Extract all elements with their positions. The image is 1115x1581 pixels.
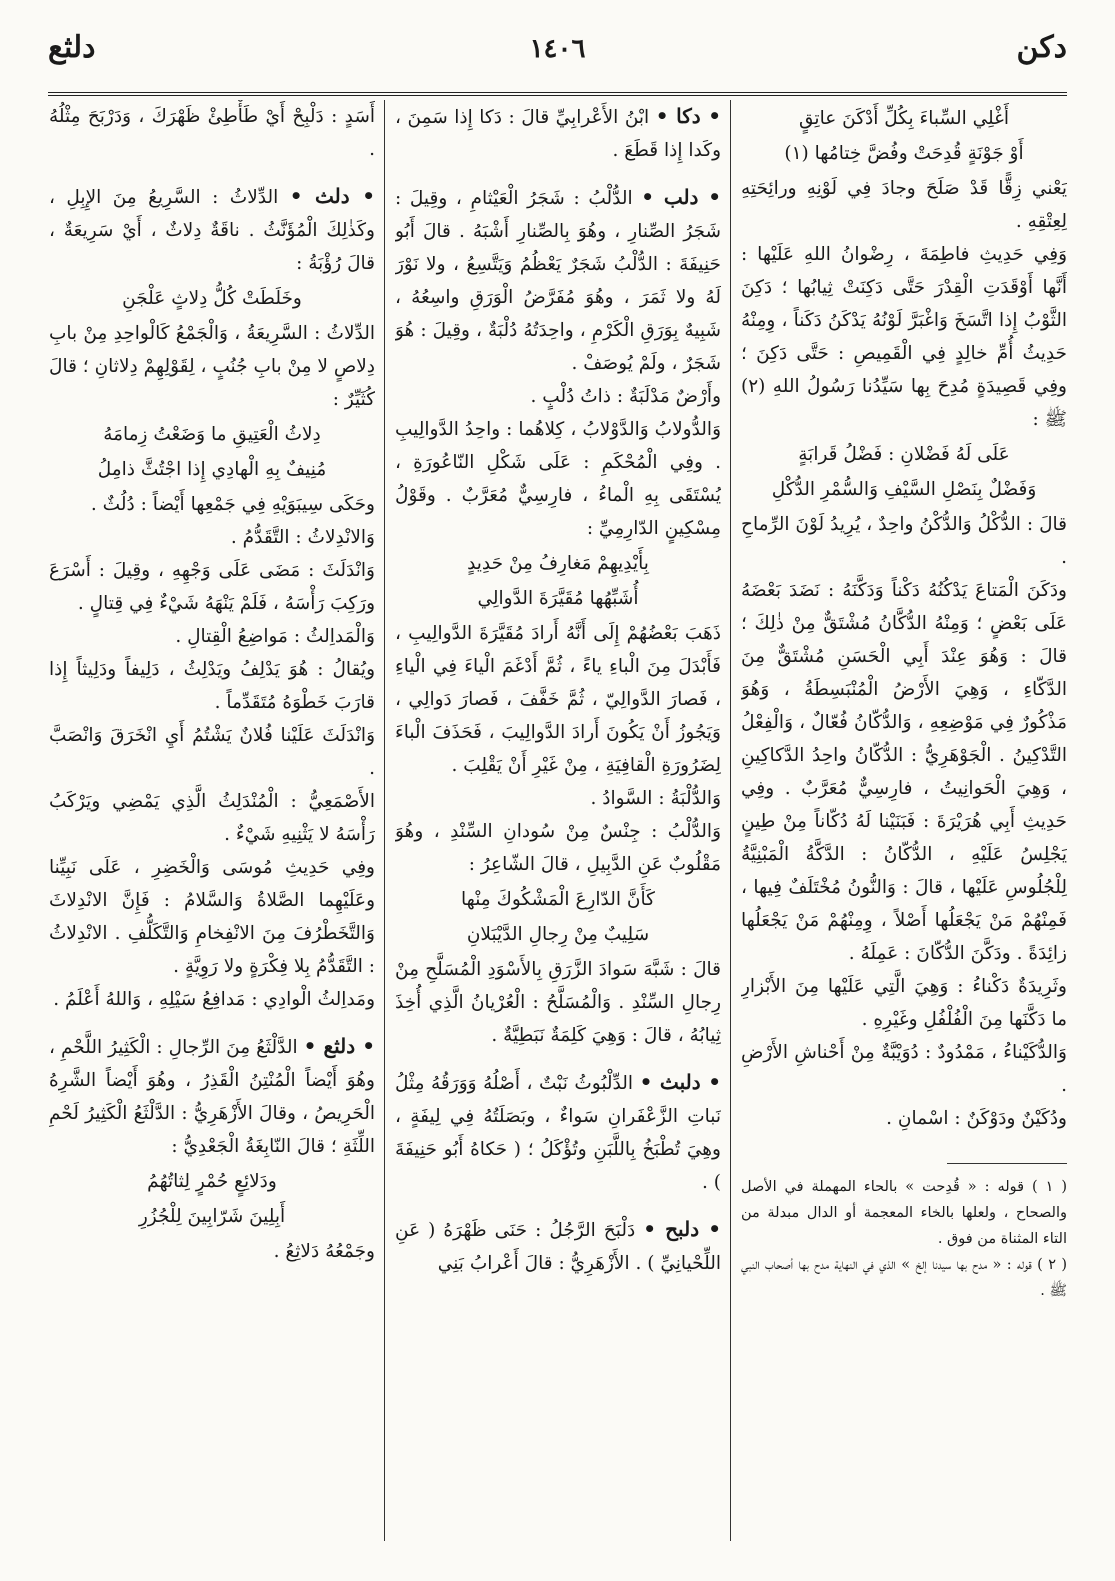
- dictionary-entry: [395, 181, 721, 380]
- column-left: [49, 100, 375, 1541]
- column-right: [741, 100, 1067, 1541]
- text-paragraph: وَالدُّكَيْناءُ ، مَمْدُودٌ : دُوَيْبَّةٌ مِنْ أَحْناشِ الأَرْضِ .: [741, 1042, 1067, 1096]
- verse-line: أَبِلِينَ شَرّابِينَ لِلْجُزُرِ: [138, 1206, 286, 1227]
- verse-line: سَلِيبٌ مِنْ رِجالِ الدَّيْبَلانِ: [466, 924, 650, 945]
- text-paragraph: الدِّلاثُ : السَّرِيعَةُ ، وَالْجَمْعُ كَالْواحِدِ مِنْ بابِ دِلاصٍ لا مِنْ بابِ جُنُبٍ ، لِقَوْلِهِمْ دِلاثانِ ؛ قالَ كُثَيِّرٌ :: [49, 323, 375, 410]
- text-paragraph: وَفِي حَدِيثِ فاطِمَةَ ، رِضْوانُ اللهِ عَلَيْها : أَنَّها أَوْقَدَتِ الْقِدْرَ حَتَّى دَكِنَتْ ثِيابُها ؛ دَكِنَ الثَّوْبُ إِذا اتَّسَخَ وَاغْبَرَّ لَوْنُهُ يَدْكَنُ دَكَناً ، وِمِنْهُ حَدِيثُ أُمِّ خالِدٍ فِي الْقَمِيصِ : حَتَّى دَكِنَ ؛ وفِي قَصِيدَةٍ مُدِحَ بِها سَيِّدُنا رَسُولُ اللهِ (٢) ﷺ :: [741, 244, 1067, 430]
- text-paragraph: وَالْمَداِلثُ : مَواضِعُ الْقِتالِ .: [175, 626, 375, 647]
- dictionary-entry: [395, 1066, 721, 1199]
- verse-line: بِأَيْدِيهِمْ مَغارِفُ مِنْ حَدِيدٍ: [467, 553, 649, 574]
- text-paragraph: وَالدُّلْبَةُ : السَّوادُ .: [590, 788, 721, 809]
- column-middle: [395, 100, 721, 1541]
- header-rule: [48, 92, 1067, 96]
- verse-line: كَأَنَّ الدّارِعَ الْمَشْكُوكَ مِنْها: [461, 889, 655, 910]
- header-root-word-left: دلثع: [48, 30, 96, 65]
- footnote: ( ٢ ) قوله : « مدح بها سيدنا إلخ » الذي في النهاية مدح بها أصحاب النبي ﷺ .: [741, 1257, 1067, 1299]
- text-paragraph: وَالدُّولابُ وَالدَّوْلابُ ، كِلاهُما : واحِدُ الدَّوالِيبِ . وفِي الْمُحْكَمِ : عَلَى شَكْلِ النّاعُورَةِ ، يُسْتَقَى بِهِ الْماءُ ، فارِسِيٌّ مُعَرَّبٌ . وقَوْلُ مِسْكِينٍ الدّارِمِيِّ :: [395, 419, 721, 539]
- verse-line: أُشَبِّهُها مُقَيَّرَةَ الدَّوالِي: [477, 588, 639, 609]
- text-paragraph: ودُكَيْنٌ ودَوْكَنٌ : اسْمانِ .: [886, 1108, 1067, 1129]
- entry-text: الدُّلْبُ : شَجَرُ الْعَيْثامِ ، وقِيلَ : شَجَرُ الصِّنارِ ، وهُوَ بِالصِّنارِ أَشْبَهُ . قالَ أَبُو حَنِيفَةَ : الدُّلْبُ شَجَرٌ يَعْظُمُ وَيَتَّسِعُ ، ولا نَوْرَ لَهُ ولا ثَمَرَ ، وهُوَ مُفَرَّضُ الْوَرَقِ واسِعُهُ ، شَبِيهٌ بِوَرَقِ الْكَرْمِ ، واحِدَتُهُ دُلْبَةٌ ، وقِيلَ : هُوَ شَجَرٌ ، ولَمْ يُوصَفْ .: [395, 188, 721, 374]
- verse-line: ودَلائِعٍ حُمْرٍ لِثاتُهُمُ: [147, 1171, 277, 1192]
- header-root-word-right: دكن: [1016, 30, 1067, 65]
- text-paragraph: وَالدُّلْبُ : جِنْسٌ مِنْ سُودانِ السِّنْدِ ، وهُوَ مَقْلُوبٌ عَنِ الدَّبِيلِ ، قالَ الشّاعِرُ :: [395, 821, 721, 875]
- dictionary-entry: [395, 100, 721, 167]
- entry-text: ابْنُ الأَعْرابِيِّ قالَ : دَكا إِذا سَمِنَ ، وكَدا إِذا قَطَعَ .: [395, 107, 721, 161]
- text-paragraph: وحَكَى سِيبَوَيْهِ فِي جَمْعِها أَيْضاً : دُلُثٌ .: [90, 494, 375, 515]
- text-columns: [48, 100, 1067, 1541]
- text-paragraph: ذَهَبَ بَعْضُهُمْ إِلَى أَنَّهُ أَرادَ مُقَيَّرَةَ الدَّوالِيبِ ، فَأَبْدَلَ مِنَ الْباءِ ياءً ، ثُمَّ أَدْغَمَ الْياءَ فِي الْياءِ ، فَصارَ الدَّوالِيّ ، ثُمَّ خَفَّفَ ، فَصارَ دَوالِي ، وَيَجُوزُ أَنْ يَكُونَ أَرادَ الدَّوالِيبَ ، فَحَذَفَ الْباءَ لِضَرُورَةِ الْقافِيَةِ ، مِنْ غَيْرِ أَنْ يَقْلِبَ .: [395, 623, 721, 776]
- column-divider: [730, 100, 731, 1541]
- verse-line: أَغْلِي السِّباءَ بِكُلِّ أَدْكَنَ عاتِقٍ: [799, 108, 1009, 129]
- entry-text: الدَّلْثَعُ مِنَ الرِّجالِ : الْكَثِيرُ اللَّحْمِ ، وهُوَ أَيْضاً الْمُنْتِنُ الْقَذِرُ ، وهُوَ أَيْضاً الشَّرِهُ الْحَرِيصُ ، وقالَ الأَزْهَرِيُّ : الدَّلْثَعُ الْكَثِيرُ لَحْمِ اللِّثَةِ ؛ قالَ النّابِغَةُ الْجَعْدِيُّ :: [49, 1037, 375, 1157]
- text-paragraph: ومَداِلثُ الْوادِي : مَدافِعُ سَيْلِهِ ، وَاللهُ أَعْلَمُ .: [53, 989, 375, 1010]
- text-paragraph: وفِي حَدِيثِ مُوسَى وَالْخَضِرِ ، عَلَى نَبِيِّنا وعَلَيْهِما الصَّلاةُ وَالسَّلامُ : فَإِنَّ الانْدِلاثَ وَالتَّخَطْرُفَ مِنَ الانْفِخامِ وَالتَّكَلُّفِ . الانْدِلاثُ : التَّقَدُّمُ بِلا فِكْرَةٍ ولا رَوِيَّةٍ .: [49, 857, 375, 977]
- dictionary-entry: [49, 180, 375, 280]
- text-paragraph: يَعْني زِقًّا قَدْ صَلَحَ وجادَ فِي لَوْنِهِ ورائِحَتِهِ لِعِتْقِهِ .: [741, 178, 1067, 232]
- text-paragraph: ودَكَنَ الْمَتاعَ يَدْكُنُهُ دَكْناً وَدَكَّنَهُ : نَضَدَ بَعْضَهُ عَلَى بَعْضٍ ؛ وَمِنْهُ الدُّكَّانُ مُشْتَقٌّ مِنْ ذٰلِكَ ؛ قالَ : وَهُوَ عِنْدَ أَبِي الْحَسَنِ مُشْتَقٌّ مِنَ الدَّكّاءِ ، وَهِيَ الأَرْضُ الْمُنْبَسِطَةُ ، وَهُوَ مَذْكُورٌ فِي مَوْضِعِهِ ، وَالدُّكّانُ فُعّالٌ ، وَالْفِعْلُ التَّدْكِينُ . الْجَوْهَرِيُّ : الدُّكّانُ واحِدُ الدَّكاكِينِ ، وَهِيَ الْحَوانِيتُ ، فارِسِيٌّ مُعَرَّبٌ . وفِي حَدِيثِ أَبِي هُرَيْرَةَ : فَبَنَيْنا لَهُ دُكّاناً مِنْ طِينٍ يَجْلِسُ عَلَيْهِ ، الدُّكّانُ : الدَّكَّةُ الْمَبْنِيَّةُ لِلْجُلُوسِ عَلَيْها ، قالَ : وَالنُّونُ مُخْتَلَفٌ فِيها ، فَمِنْهُمْ مَنْ يَجْعَلُها أَصْلاً ، وِمِنْهُمْ مَنْ يَجْعَلُها زائِدَةً . ودَكَّنَ الدُّكّانَ : عَمِلَهُ .: [741, 580, 1067, 964]
- verse-line: عَلَى لَهُ فَضْلانِ : فَضْلُ قَرابَةٍ: [798, 444, 1010, 465]
- entry-headword: • دلثع •: [303, 1034, 375, 1058]
- entry-headword: • دلبح •: [643, 1217, 721, 1241]
- entry-text: دَلْبَحَ الرَّجُلُ : حَنَى ظَهْرَهُ ( عَنِ اللِّحْيانِيِّ ) . الأَزْهَرِيُّ : قالَ أَعْرابُ بَنِي: [395, 1220, 721, 1274]
- verse-line: دِلاثُ الْعَتِيقِ ما وَضَعْتُ زِمامَهُ: [103, 424, 321, 445]
- page-header: [48, 28, 1067, 88]
- dictionary-entry: [49, 1030, 375, 1163]
- entry-headword: • دلبث •: [639, 1070, 721, 1094]
- dictionary-entry: [395, 1213, 721, 1280]
- verse-line: مُنِيفٌ بِهِ الْهادِي إِذا اجْتُثَّ ذامِلُ: [97, 459, 327, 480]
- entry-headword: • دكا •: [655, 104, 721, 128]
- page-number: ١٤٠٦: [529, 34, 586, 64]
- text-paragraph: وَالانْدِلاثُ : التَّقَدُّمُ .: [230, 527, 375, 548]
- text-paragraph: وجَمْعُهُ دَلاثِعُ .: [273, 1241, 375, 1262]
- text-paragraph: قالَ : الدُّكْلُ وَالدُّكْنُ واحِدٌ ، يُرِيدُ لَوْنَ الرِّماحِ .: [741, 514, 1067, 568]
- text-paragraph: قالَ : شَبَّهَ سَوادَ الزَّرَقِ بِالأَسْوَدِ الْمُسَلَّحِ مِنْ رِجالِ السِّنْدِ . وَالْمُسَلَّحُ : الْعُرْيانُ الَّذِي أُخِذَ ثِيابُهُ ، قالَ : وَهِيَ كَلِمَةٌ نَبَطِيَّةٌ .: [395, 959, 721, 1046]
- footnote: ( ١ ) قوله : « قُدِحت » بالحاء المهملة في الأصل والصحاح ، ولعلها بالخاء المعجمة أو الدال مبدلة من التاء المثناة من فوق .: [741, 1179, 1067, 1247]
- text-paragraph: وَانْدَلَثَ عَلَيْنا فُلانٌ يَشْتُمُ أَيِ انْخَرَقَ وَانْصَبَّ .: [49, 725, 375, 779]
- verse-line: وَفَضْلٌ بِنَصْلِ السَّيْفِ وَالسُّمْرِ الدُّكْلِ: [771, 479, 1037, 500]
- text-paragraph: أَسَدٍ : دَلْبِحْ أَيْ طَأْطِئْ ظَهْرَكَ ، وَدَرْبَحَ مِثْلُهُ .: [49, 106, 375, 160]
- text-paragraph: وَانْدَلَثَ : مَضَى عَلَى وَجْهِهِ ، وقِيلَ : أَسْرَعَ ورَكِبَ رَأْسَهُ ، فَلَمْ يَنْهَهُ شَيْءٌ فِي قِتالٍ .: [49, 560, 375, 614]
- entry-headword: • دلث •: [289, 184, 375, 208]
- entry-text: الدِّلْبُوثُ نَبْتٌ ، أَصْلُهُ وَوَرَقُهُ مِثْلُ نَباتِ الزَّعْفَرانِ سَواءٌ ، وبَصَلَتُهُ فِي لِيفَةٍ ، وهِيَ تُطْبَخُ بِاللَّبَنِ وتُؤْكَلُ ؛ ( حَكاهُ أَبُو حَنِيفَةَ ) .: [395, 1073, 721, 1193]
- verse-line: أَوْ جَوْنَةٍ قُدِحَتْ وفُضَّ خِتامُها (١): [784, 143, 1024, 164]
- text-paragraph: ويُقالُ : هُوَ يَدْلِفُ ويَدْلِثُ ، دَلِيفاً ودَلِيثاً إِذا قارَبَ خَطْوَهُ مُتَقَدِّماً .: [49, 659, 375, 713]
- entry-text: الدِّلاثُ : السَّرِيعُ مِنَ الإِبِلِ ، وكَذٰلِكَ الْمُؤَنَّثُ . ناقَةٌ دِلاثٌ ، أَيْ سَرِيعَةٌ ، قالَ رُؤْبَةُ :: [49, 187, 375, 274]
- text-paragraph: الأَصْمَعِيُّ : الْمُنْدَلِثُ الَّذِي يَمْضِي ويَرْكَبُ رَأْسَهُ لا يَثْنِيهِ شَيْءٌ .: [49, 791, 375, 845]
- column-divider: [384, 100, 385, 1541]
- entry-headword: • دلب •: [641, 185, 721, 209]
- verse-line: وخَلَطَتْ كُلُّ دِلاثٍ عَلْجَنِ: [122, 288, 302, 309]
- text-paragraph: وثَرِيدَةٌ دَكْناءُ : وَهِيَ الَّتِي عَلَيْها مِنَ الأَبْزارِ ما دَكَّنَها مِنَ الْفُلْفُلِ وغَيْرِهِ .: [741, 976, 1067, 1030]
- text-paragraph: وأَرْضٌ مَدْلَبَةٌ : ذاتُ دُلْبٍ .: [530, 386, 721, 407]
- footnote-separator: [947, 1163, 1067, 1164]
